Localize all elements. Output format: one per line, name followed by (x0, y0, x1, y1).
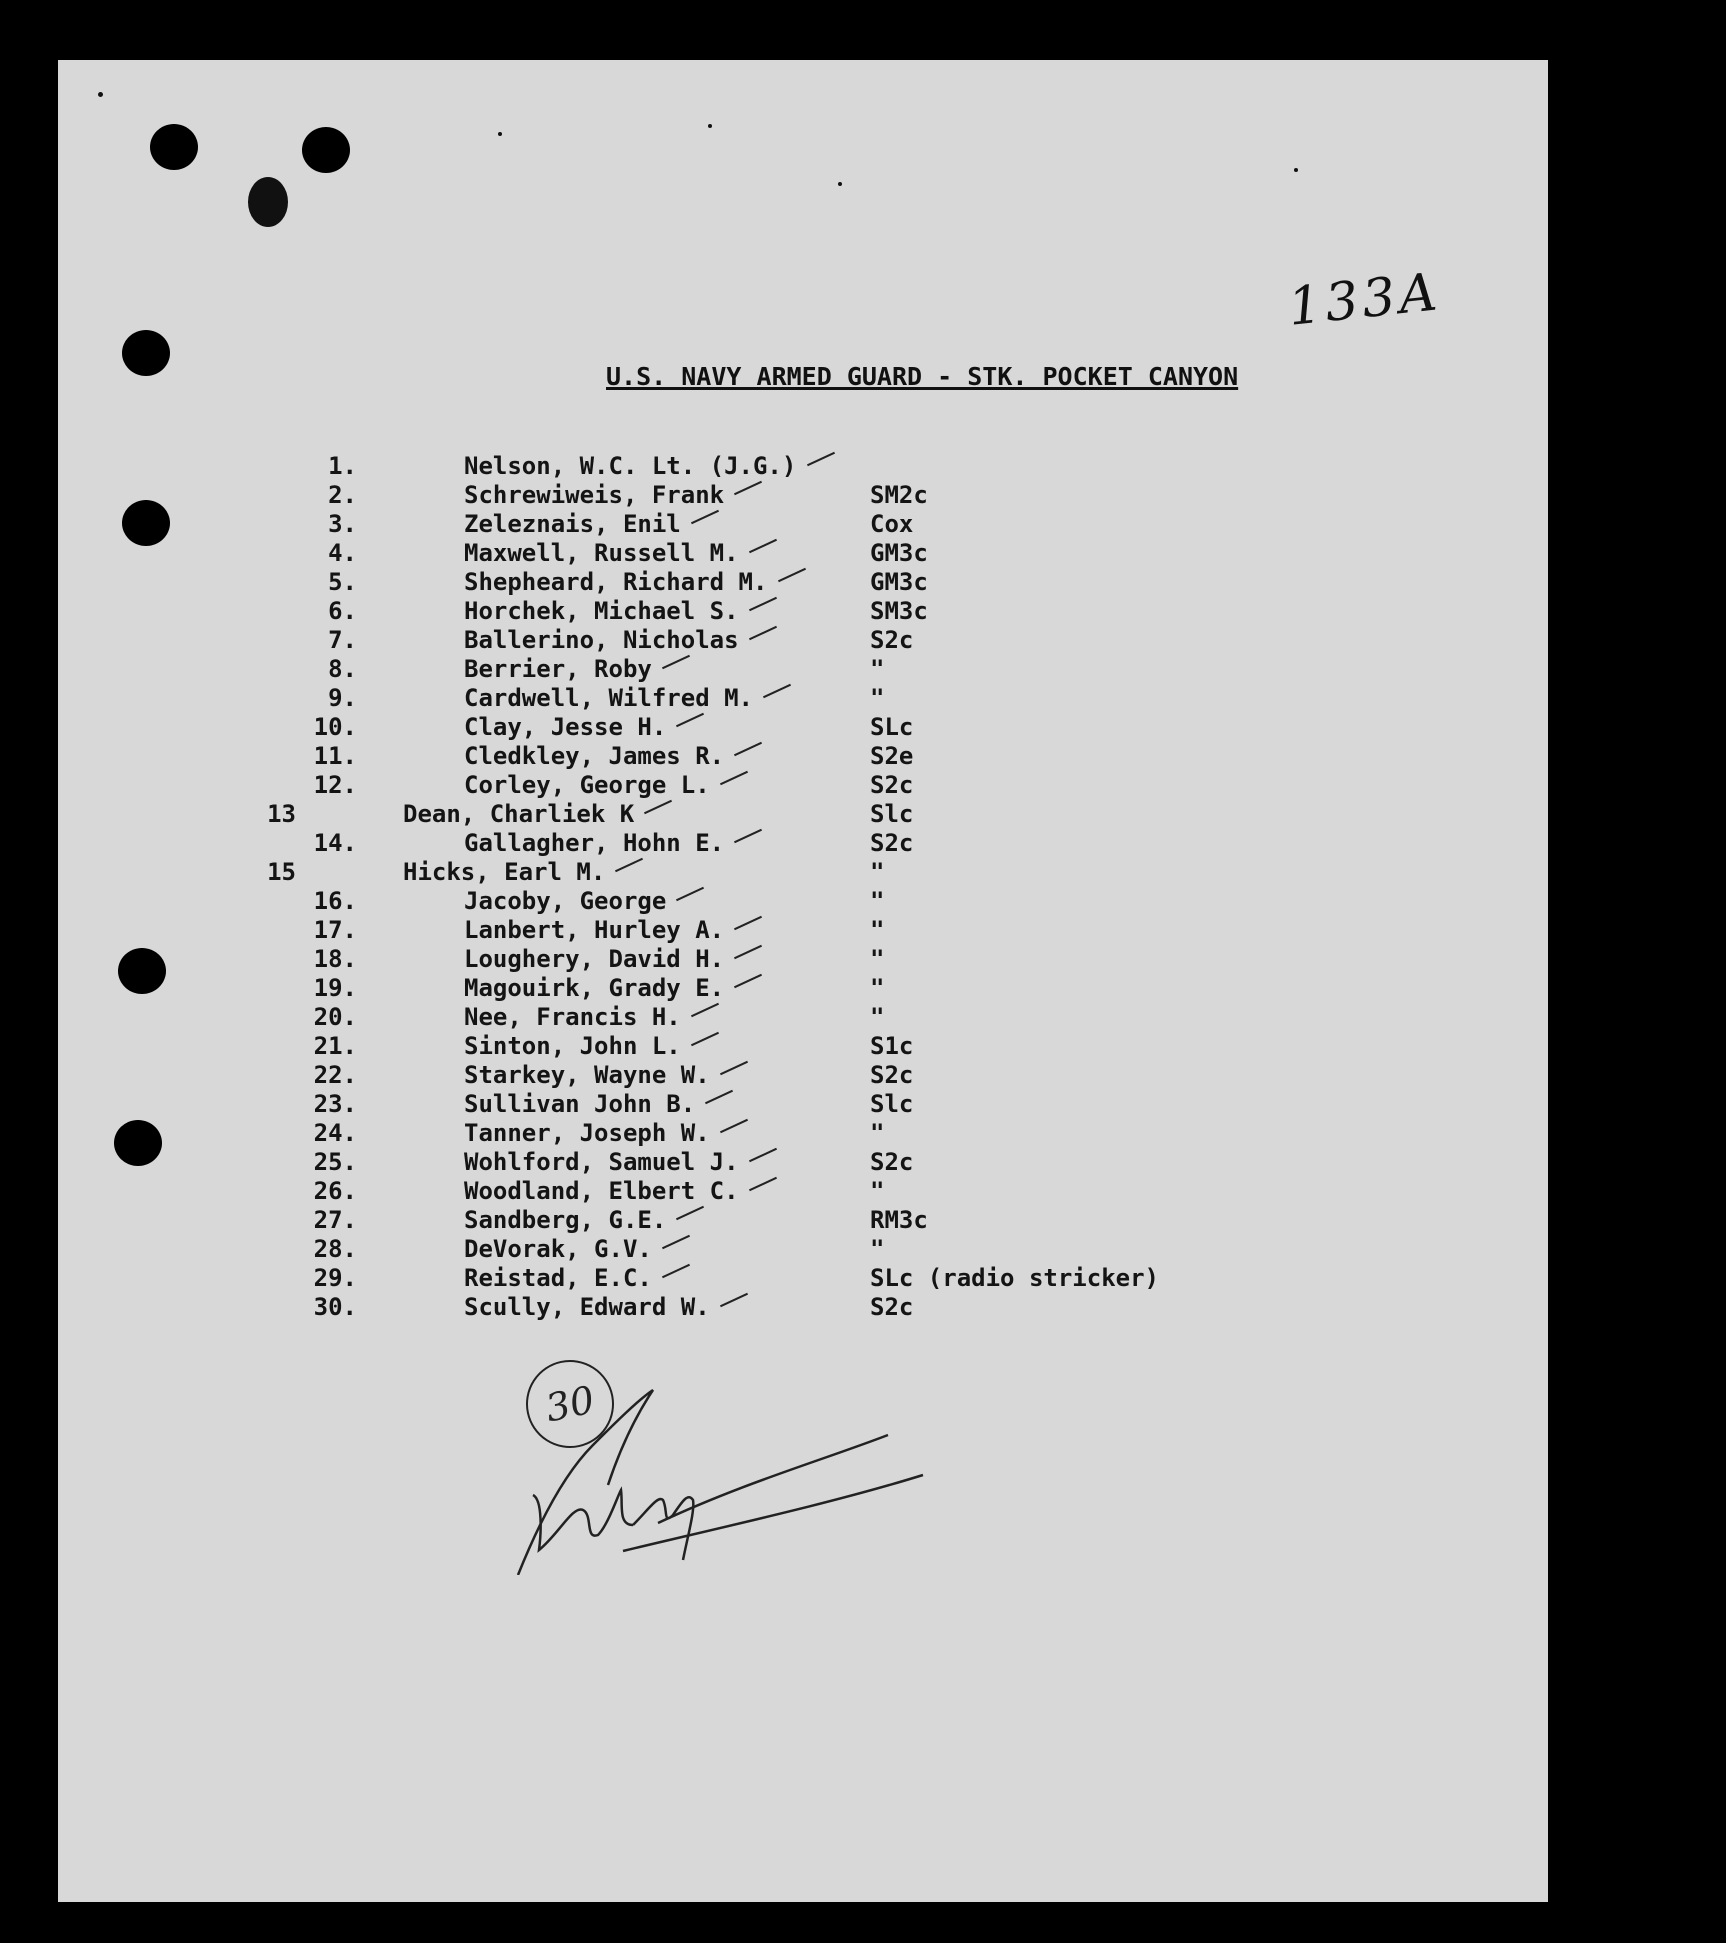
roster-name: Zeleznais, Enil (464, 510, 681, 538)
roster-row (58, 481, 1358, 510)
roster-rate: S2e (870, 742, 914, 770)
roster-name: DeVorak, G.V. (464, 1235, 652, 1263)
roster-rate: " (870, 1235, 885, 1263)
roster-number: 24. (313, 1119, 357, 1147)
roster-row (58, 829, 1358, 858)
roster-row (58, 916, 1358, 945)
check-mark (719, 1293, 747, 1307)
signature (513, 1375, 933, 1575)
roster-number: 18. (313, 945, 357, 973)
roster-row (58, 1148, 1358, 1177)
check-mark (615, 858, 643, 872)
roster-rate: SM2c (870, 481, 928, 509)
roster-row (58, 655, 1358, 684)
roster-rate: S2c (870, 1293, 914, 1321)
punch-hole (150, 124, 198, 170)
check-mark (748, 597, 776, 611)
crew-roster (58, 452, 1358, 1322)
roster-number: 10. (313, 713, 357, 741)
roster-rate: " (870, 887, 885, 915)
check-mark (806, 452, 834, 466)
roster-number: 30. (313, 1293, 357, 1321)
roster-row (58, 1003, 1358, 1032)
roster-name: Hicks, Earl M. (403, 858, 606, 886)
roster-row (58, 452, 1358, 481)
roster-number: 22. (313, 1061, 357, 1089)
check-mark (734, 829, 762, 843)
document-title: U.S. NAVY ARMED GUARD - STK. POCKET CANYON (606, 362, 1239, 391)
roster-name: Loughery, David H. (464, 945, 725, 973)
roster-rate: S2c (870, 1061, 914, 1089)
roster-number: 15 (267, 858, 296, 886)
check-mark (734, 742, 762, 756)
document-page (58, 60, 1548, 1902)
roster-number: 28. (313, 1235, 357, 1263)
roster-rate: S2c (870, 829, 914, 857)
page-number: 133A (1285, 262, 1444, 338)
roster-name: Maxwell, Russell M. (464, 539, 739, 567)
roster-number: 3. (328, 510, 357, 538)
roster-row (58, 568, 1358, 597)
roster-row (58, 1177, 1358, 1206)
roster-row (58, 539, 1358, 568)
roster-rate: " (870, 1119, 885, 1147)
roster-number: 26. (313, 1177, 357, 1205)
roster-rate: " (870, 945, 885, 973)
check-mark (676, 1206, 704, 1220)
roster-number: 19. (313, 974, 357, 1002)
roster-row (58, 1090, 1358, 1119)
roster-rate: SLc (radio stricker) (870, 1264, 1159, 1292)
roster-number: 12. (313, 771, 357, 799)
roster-row (58, 887, 1358, 916)
roster-rate: SLc (870, 713, 914, 741)
check-mark (748, 626, 776, 640)
roster-row (58, 510, 1358, 539)
roster-name: Dean, Charliek K (403, 800, 635, 828)
roster-row (58, 742, 1358, 771)
check-mark (734, 481, 762, 495)
roster-name: Sandberg, G.E. (464, 1206, 667, 1234)
speck (498, 132, 502, 136)
roster-row (58, 974, 1358, 1003)
roster-rate: " (870, 1003, 885, 1031)
roster-number: 8. (328, 655, 357, 683)
roster-number: 23. (313, 1090, 357, 1118)
roster-row (58, 1061, 1358, 1090)
roster-row (58, 800, 1358, 829)
check-mark (777, 568, 805, 582)
roster-name: Jacoby, George (464, 887, 667, 915)
roster-number: 29. (313, 1264, 357, 1292)
roster-name: Wohlford, Samuel J. (464, 1148, 739, 1176)
roster-rate: S1c (870, 1032, 914, 1060)
roster-name: Shepheard, Richard M. (464, 568, 768, 596)
roster-number: 25. (313, 1148, 357, 1176)
roster-name: Clay, Jesse H. (464, 713, 667, 741)
roster-rate: GM3c (870, 539, 928, 567)
speck (838, 182, 842, 186)
roster-number: 21. (313, 1032, 357, 1060)
roster-name: Gallagher, Hohn E. (464, 829, 725, 857)
roster-rate: Slc (870, 800, 914, 828)
roster-rate: S2c (870, 771, 914, 799)
punch-hole (122, 330, 170, 376)
check-mark (676, 887, 704, 901)
roster-row (58, 684, 1358, 713)
roster-row (58, 597, 1358, 626)
roster-rate: SM3c (870, 597, 928, 625)
check-mark (763, 684, 791, 698)
roster-rate: S2c (870, 1148, 914, 1176)
roster-name: Reistad, E.C. (464, 1264, 652, 1292)
roster-name: Horchek, Michael S. (464, 597, 739, 625)
roster-name: Magouirk, Grady E. (464, 974, 725, 1002)
roster-rate: Slc (870, 1090, 914, 1118)
roster-rate: RM3c (870, 1206, 928, 1234)
check-mark (690, 1032, 718, 1046)
roster-number: 14. (313, 829, 357, 857)
roster-name: Nelson, W.C. Lt. (J.G.) (464, 452, 797, 480)
roster-name: Corley, George L. (464, 771, 710, 799)
roster-name: Lanbert, Hurley A. (464, 916, 725, 944)
check-mark (644, 800, 672, 814)
check-mark (705, 1090, 733, 1104)
check-mark (734, 974, 762, 988)
check-mark (748, 1177, 776, 1191)
roster-rate: " (870, 684, 885, 712)
roster-number: 17. (313, 916, 357, 944)
check-mark (719, 771, 747, 785)
roster-row (58, 858, 1358, 887)
roster-rate: Cox (870, 510, 914, 538)
roster-number: 2. (328, 481, 357, 509)
speck (708, 124, 712, 128)
roster-name: Nee, Francis H. (464, 1003, 681, 1031)
roster-number: 9. (328, 684, 357, 712)
check-mark (661, 1235, 689, 1249)
roster-number: 11. (313, 742, 357, 770)
roster-name: Sullivan John B. (464, 1090, 696, 1118)
roster-number: 5. (328, 568, 357, 596)
check-mark (719, 1061, 747, 1075)
roster-rate: " (870, 655, 885, 683)
punch-hole (302, 127, 350, 173)
roster-rate: " (870, 1177, 885, 1205)
check-mark (734, 916, 762, 930)
roster-row (58, 771, 1358, 800)
roster-rate: " (870, 974, 885, 1002)
roster-name: Cledkley, James R. (464, 742, 725, 770)
roster-name: Berrier, Roby (464, 655, 652, 683)
check-mark (734, 945, 762, 959)
check-mark (690, 1003, 718, 1017)
roster-row (58, 1293, 1358, 1322)
check-mark (748, 539, 776, 553)
roster-row (58, 1206, 1358, 1235)
roster-name: Ballerino, Nicholas (464, 626, 739, 654)
roster-row (58, 1119, 1358, 1148)
roster-number: 6. (328, 597, 357, 625)
roster-number: 13 (267, 800, 296, 828)
roster-name: Woodland, Elbert C. (464, 1177, 739, 1205)
roster-number: 16. (313, 887, 357, 915)
roster-name: Starkey, Wayne W. (464, 1061, 710, 1089)
roster-row (58, 626, 1358, 655)
roster-rate: " (870, 916, 885, 944)
roster-number: 7. (328, 626, 357, 654)
total-count: 30 (541, 1377, 599, 1431)
check-mark (719, 1119, 747, 1133)
check-mark (661, 1264, 689, 1278)
check-mark (661, 655, 689, 669)
roster-number: 1. (328, 452, 357, 480)
check-mark (748, 1148, 776, 1162)
speck (98, 92, 103, 97)
roster-name: Scully, Edward W. (464, 1293, 710, 1321)
roster-row (58, 1264, 1358, 1293)
roster-name: Cardwell, Wilfred M. (464, 684, 753, 712)
roster-rate: S2c (870, 626, 914, 654)
roster-number: 20. (313, 1003, 357, 1031)
check-mark (676, 713, 704, 727)
roster-row (58, 713, 1358, 742)
check-mark (690, 510, 718, 524)
roster-name: Tanner, Joseph W. (464, 1119, 710, 1147)
roster-number: 4. (328, 539, 357, 567)
roster-rate: GM3c (870, 568, 928, 596)
roster-rate: " (870, 858, 885, 886)
speck (1294, 168, 1298, 172)
ink-blot (248, 177, 288, 227)
roster-name: Schrewiweis, Frank (464, 481, 725, 509)
roster-number: 27. (313, 1206, 357, 1234)
roster-name: Sinton, John L. (464, 1032, 681, 1060)
roster-row (58, 1235, 1358, 1264)
roster-row (58, 1032, 1358, 1061)
roster-row (58, 945, 1358, 974)
